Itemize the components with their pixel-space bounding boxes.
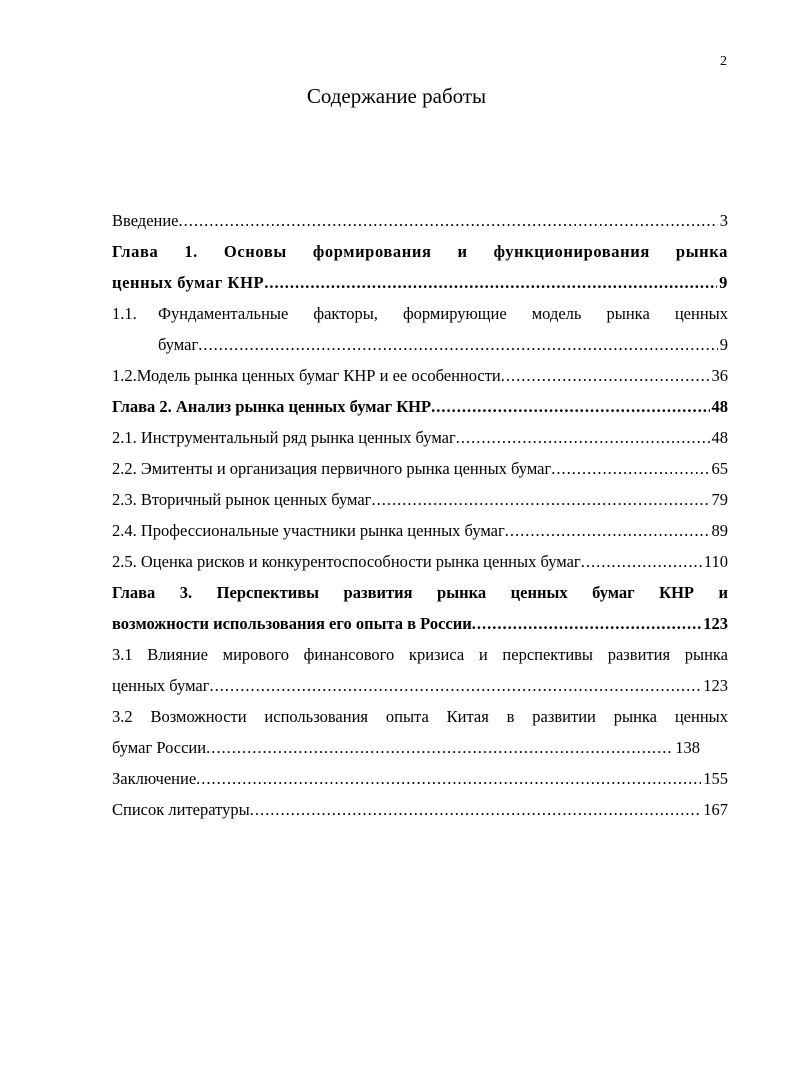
toc-section-3-1-line-2 (112, 670, 728, 701)
toc-entry-title: Глава 2. Анализ рынка ценных бумаг КНР (112, 397, 432, 416)
toc-entry-page: 110 (703, 552, 728, 571)
toc-section-2-3 (112, 484, 728, 515)
toc-section-2-4 (112, 515, 728, 546)
toc-entry-page: 3 (719, 211, 728, 230)
toc-section-2-2 (112, 453, 728, 484)
toc-entry-page: 89 (711, 521, 728, 540)
toc-entry-title: Введение (112, 211, 179, 230)
toc-entry-title: бумаг России (112, 738, 207, 757)
toc-chapter-3-line-1: Глава 3. Перспективы развития рынка ценных бумаг КНР и (112, 583, 728, 602)
dot-leader (505, 515, 710, 546)
dot-leader (472, 608, 701, 639)
dot-leader (501, 360, 710, 391)
toc-entry-intro (112, 205, 728, 236)
toc-entry-page: 48 (711, 397, 728, 416)
toc-entry-conclusion (112, 763, 728, 794)
dot-leader (250, 794, 702, 825)
dot-leader (179, 205, 718, 236)
page-title: Содержание работы (306, 84, 487, 108)
toc-entry-title: Заключение (112, 769, 197, 788)
dot-leader (198, 329, 718, 360)
toc-section-2-5 (112, 546, 728, 577)
dot-leader (431, 391, 709, 422)
toc-entry-title: Фундаментальные факторы, формирующие модель рынка ценных (158, 304, 728, 323)
toc-section-2-1 (112, 422, 728, 453)
toc-entry-page: 155 (703, 769, 728, 788)
toc-entry-title: ценных бумаг (112, 676, 210, 695)
dot-leader (206, 732, 673, 763)
dot-leader (371, 484, 709, 515)
toc-entry-literature (112, 794, 728, 825)
toc-entry-title: 2.2. Эмитенты и организация первичного рынка ценных бумаг (112, 459, 552, 478)
toc-entry-page: 48 (711, 428, 728, 447)
toc-section-1-2 (112, 360, 728, 391)
table-of-contents (112, 205, 728, 825)
toc-entry-title: 2.4. Профессиональные участники рынка ценных бумаг (112, 521, 505, 540)
dot-leader (210, 670, 702, 701)
dot-leader (196, 763, 701, 794)
toc-entry-title: ценных бумаг КНР (112, 273, 265, 292)
toc-chapter-3-line-2 (112, 608, 728, 639)
toc-entry-title: 2.1. Инструментальный ряд рынка ценных бумаг (112, 428, 456, 447)
toc-entry-page: 123 (703, 676, 728, 695)
toc-section-number: 1.2. (112, 366, 137, 385)
toc-entry-title: Список литературы (112, 800, 250, 819)
toc-section-3-2-line-2 (112, 732, 728, 763)
toc-chapter-2 (112, 391, 728, 422)
page-number: 2 (720, 54, 727, 69)
toc-section-3-2-line-1: 3.2 Возможности использования опыта Китая в развитии рынка ценных (112, 707, 728, 726)
toc-section-1-1-line-1 (112, 298, 728, 329)
dot-leader (456, 422, 710, 453)
toc-section-1-1-line-2 (112, 329, 728, 360)
dot-leader (264, 267, 717, 298)
toc-entry-title: бумаг (158, 335, 199, 354)
toc-section-3-1-line-1: 3.1 Влияние мирового финансового кризиса и перспективы развития рынка (112, 645, 728, 664)
dot-leader (581, 546, 702, 577)
toc-chapter-1-line-2 (112, 267, 728, 298)
toc-chapter-1-line-1: Глава 1. Основы формирования и функционирования рынка (112, 242, 728, 261)
toc-entry-title: 2.5. Оценка рисков и конкурентоспособности рынка ценных бумаг (112, 552, 581, 571)
toc-entry-page: 9 (719, 335, 728, 354)
toc-entry-page: 79 (711, 490, 728, 509)
toc-entry-title: Модель рынка ценных бумаг КНР и ее особенности (136, 366, 501, 385)
toc-entry-page: 123 (703, 614, 728, 633)
toc-section-number: 1.1. (112, 304, 137, 323)
toc-entry-page: 65 (711, 459, 728, 478)
toc-entry-title: 2.3. Вторичный рынок ценных бумаг (112, 490, 372, 509)
toc-entry-page: 138 (675, 738, 700, 757)
toc-entry-title: возможности использования его опыта в России (112, 614, 472, 633)
toc-entry-page: 36 (711, 366, 728, 385)
toc-entry-page: 9 (719, 273, 728, 292)
toc-entry-page: 167 (703, 800, 728, 819)
dot-leader (551, 453, 709, 484)
